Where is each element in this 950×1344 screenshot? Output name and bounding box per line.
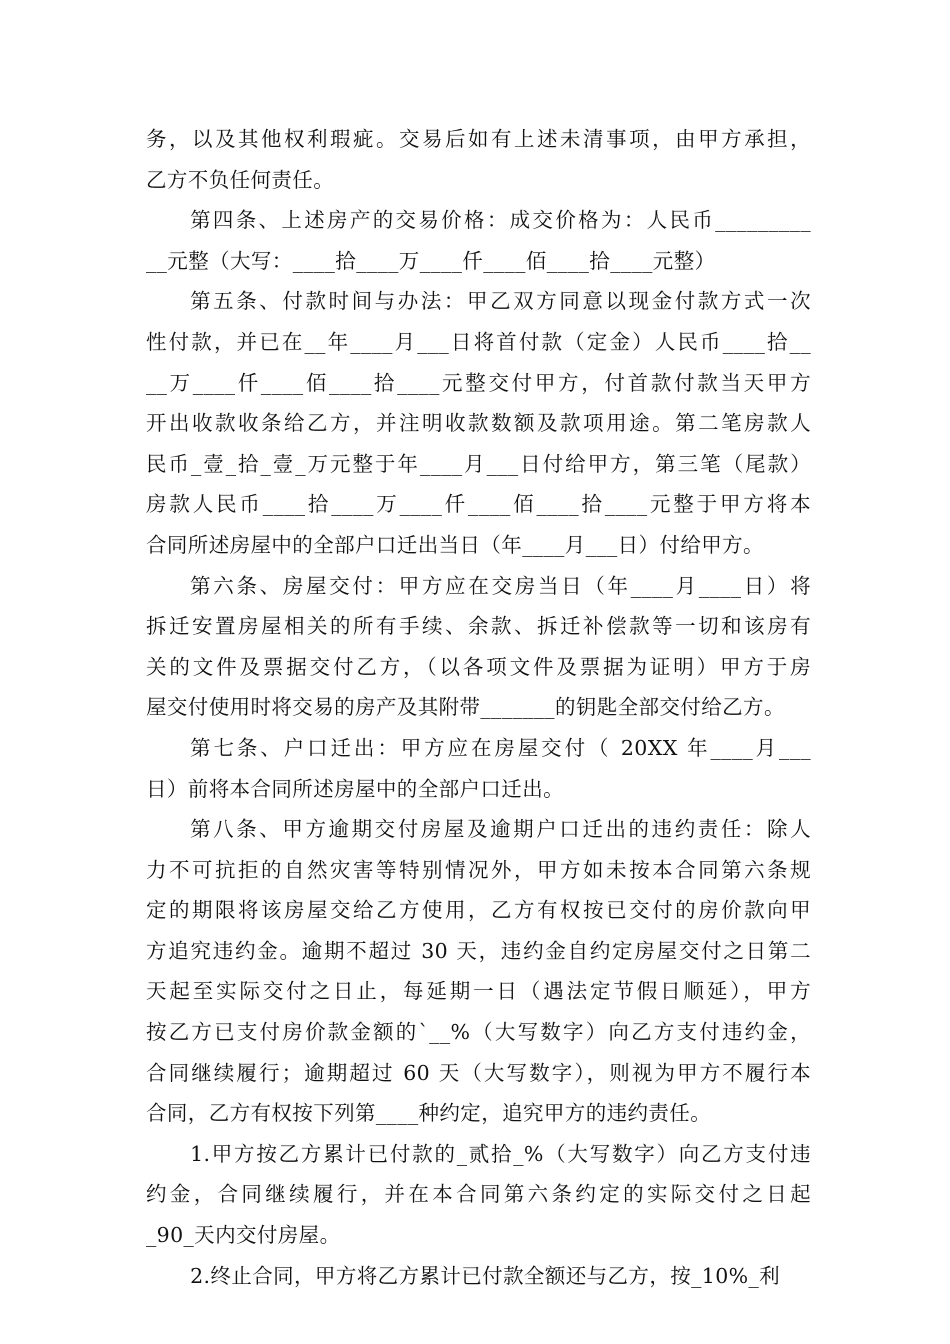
text-line: 第八条、甲方逾期交付房屋及逾期户口迁出的违约责任：除人 [190, 817, 811, 842]
text-line: 1.甲方按乙方累计已付款的_贰拾_%（大写数字）向乙方支付违 [190, 1141, 811, 1166]
text-line: 开出收款收条给乙方，并注明收款数额及款项用途。第二笔房款人 [146, 411, 811, 436]
text-line: __元整（大写：____拾____万____仟____佰____拾____元整） [146, 248, 716, 273]
text-line: 定的期限将该房屋交给乙方使用，乙方有权按已交付的房价款向甲 [146, 898, 811, 923]
text-line: 民币_壹_拾_壹_万元整于年____月___日付给甲方，第三笔（尾款） [146, 451, 811, 476]
paragraph-p-continued [146, 119, 811, 200]
text-line: 约金，合同继续履行，并在本合同第六条约定的实际交付之日起 [146, 1182, 811, 1207]
paragraph-article-5 [146, 281, 811, 565]
text-line: __万____仟____佰____拾____元整交付甲方，付首款付款当天甲方 [146, 370, 811, 395]
text-line: 第五条、付款时间与办法：甲乙双方同意以现金付款方式一次 [190, 289, 811, 314]
text-line: 合同，乙方有权按下列第____种约定，追究甲方的违约责任。 [146, 1101, 712, 1126]
text-line: 务，以及其他权利瑕疵。交易后如有上述未清事项，由甲方承担， [146, 127, 811, 151]
text-line: 关的文件及票据交付乙方，（以各项文件及票据为证明）甲方于房 [146, 654, 811, 679]
paragraph-article-7 [146, 728, 811, 809]
text-line: 力不可抗拒的自然灾害等特别情况外，甲方如未按本合同第六条规 [146, 857, 811, 882]
paragraph-article-8 [146, 809, 811, 1134]
text-line: 合同继续履行；逾期超过 60 天（大写数字），则视为甲方不履行本 [146, 1060, 811, 1085]
paragraph-article-4 [146, 200, 811, 281]
paragraph-clause-1 [146, 1134, 811, 1256]
text-line: 第六条、房屋交付：甲方应在交房当日（年____月____日）将 [190, 573, 811, 598]
text-line: 第七条、户口迁出：甲方应在房屋交付（ 20XX 年____月___ [190, 735, 811, 760]
paragraph-clause-2 [146, 1256, 811, 1297]
contract-page [146, 119, 811, 1296]
text-line: 拆迁安置房屋相关的所有手续、余款、拆迁补偿款等一切和该房有 [146, 614, 811, 639]
text-line: 屋交付使用时将交易的房产及其附带_______的钥匙全部交付给乙方。 [146, 695, 785, 720]
text-line: 按乙方已支付房价款金额的`__%（大写数字）向乙方支付违约金， [146, 1020, 811, 1045]
text-line: 乙方不负任何责任。 [146, 167, 335, 192]
paragraph-article-6 [146, 566, 811, 728]
text-line: 性付款，并已在__年____月___日将首付款（定金）人民币____拾__ [146, 329, 811, 354]
text-line: 房款人民币____拾____万____仟____佰____拾____元整于甲方将本 [146, 492, 811, 517]
text-line: 方追究违约金。逾期不超过 30 天，违约金自约定房屋交付之日第二 [146, 938, 811, 963]
text-line: 2.终止合同，甲方将乙方累计已付款全额还与乙方，按_10%_利 [190, 1263, 781, 1288]
text-line: 第四条、上述房产的交易价格：成交价格为：人民币_________ [190, 208, 811, 233]
text-line: 天起至实际交付之日止，每延期一日（遇法定节假日顺延），甲方 [146, 979, 811, 1004]
text-line: 日）前将本合同所述房屋中的全部户口迁出。 [146, 776, 564, 801]
text-line: _90_天内交付房屋。 [146, 1223, 341, 1248]
text-line: 合同所述房屋中的全部户口迁出当日（年____月___日）付给甲方。 [146, 532, 764, 557]
